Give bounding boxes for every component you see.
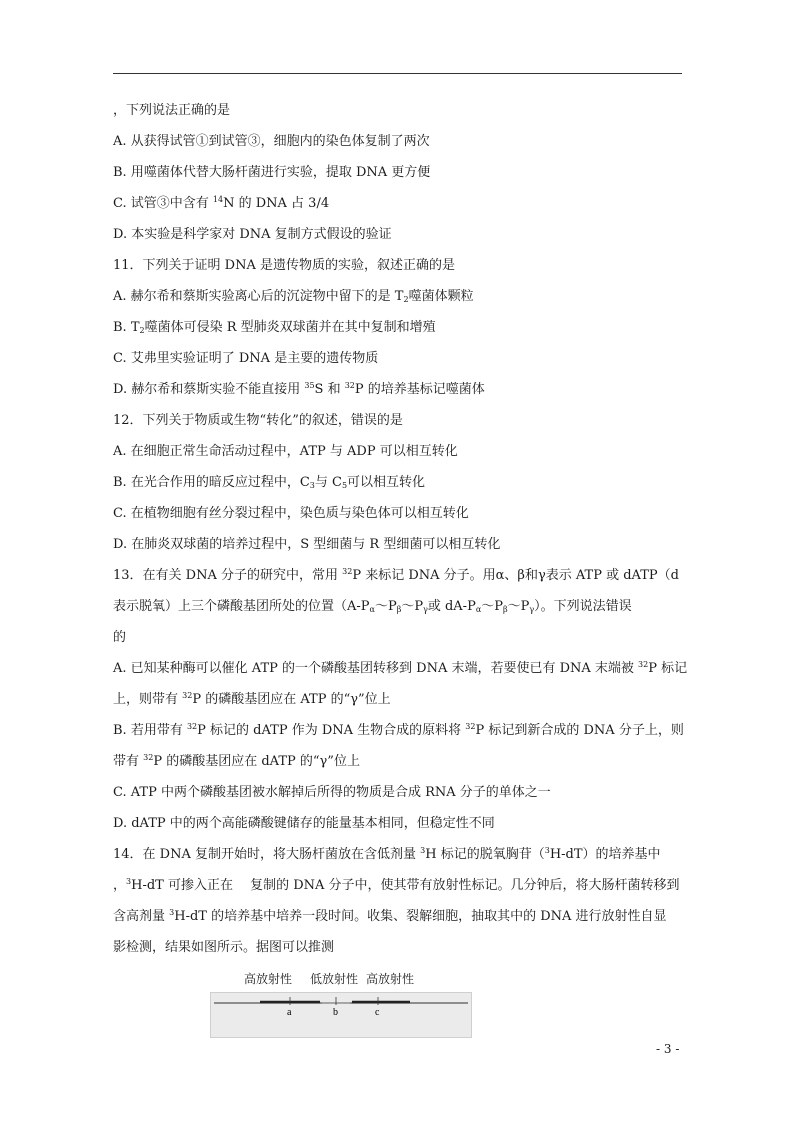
supscript-text: 32 <box>143 753 154 762</box>
text-run: ～P <box>374 599 397 614</box>
text-run: ～P <box>401 599 424 614</box>
supscript-text: 3 <box>544 846 550 855</box>
text-line <box>113 785 551 801</box>
text-run: 13．在有关 DNA 分子的研究中，常用 <box>113 568 343 583</box>
text-line <box>113 382 485 398</box>
supscript-text: 3 <box>169 908 175 917</box>
text-run: A. 已知某种酶可以催化 ATP 的一个磷酸基团转移到 DNA 末端，若要使已有 DNA 末端被 <box>113 661 639 676</box>
subscript-text: 3 <box>309 481 315 490</box>
text-line <box>113 351 378 367</box>
text-run: ，下列说法正确的是 <box>113 103 231 118</box>
text-run: 表示脱氧）上三个磷酸基团所处的位置（A-P <box>113 599 370 614</box>
text-run: D. 在肺炎双球菌的培养过程中，S 型细菌与 R 型细菌可以相互转化 <box>113 537 501 552</box>
figure-label-high-left: 高放射性 <box>244 972 293 986</box>
text-run: D. 本实验是科学家对 DNA 复制方式假设的验证 <box>113 227 392 242</box>
text-run: 或 dA-P <box>427 599 476 614</box>
supscript-text: 32 <box>186 722 198 731</box>
text-run: C. 艾弗里实验证明了 DNA 是主要的遗传物质 <box>113 351 379 366</box>
text-run: ～P <box>481 599 503 614</box>
dna-strand-graphic <box>210 997 472 1017</box>
text-line <box>113 103 230 119</box>
text-run: P 标记到新合成的 DNA 分子上，则 <box>475 723 684 738</box>
text-run: 含高剂量 <box>113 909 170 924</box>
text-run: B. 用噬菌体代替大肠杆菌进行实验，提取 DNA 更方便 <box>113 165 431 180</box>
text-line <box>113 568 679 584</box>
text-run: H-dT）的培养基中 <box>549 847 661 862</box>
subscript-text: 2 <box>403 295 409 304</box>
text-run: P 标记 <box>648 661 688 676</box>
text-run: 影检测，结果如图所示。据图可以推测 <box>113 940 335 955</box>
text-line <box>113 196 329 212</box>
text-run: N 的 DNA 占 3/4 <box>223 196 330 211</box>
text-run: 12．下列关于物质或生物“转化”的叙述，错误的是 <box>113 413 403 428</box>
supscript-text: 32 <box>465 722 476 731</box>
text-run: A. 赫尔希和蔡斯实验离心后的沉淀物中留下的是 T <box>113 289 404 304</box>
subscript-text: γ <box>529 605 535 614</box>
text-run: C. 试管③中含有 <box>113 196 213 211</box>
text-line <box>113 816 495 832</box>
text-run: P 的磷酸基团应在 dATP 的“γ”位上 <box>153 754 360 769</box>
text-line <box>113 847 661 863</box>
autoradiograph-figure <box>210 970 472 1040</box>
text-line <box>113 413 403 429</box>
text-line <box>113 289 474 305</box>
text-run: 带有 <box>113 754 144 769</box>
header-rule <box>113 73 682 74</box>
text-run: C. ATP 中两个磷酸基团被水解掉后所得的物质是合成 RNA 分子的单体之一 <box>113 785 551 800</box>
subscript-text: 2 <box>139 326 145 335</box>
text-run: S 和 <box>314 382 345 397</box>
text-run: B. 若用带有 <box>113 723 187 738</box>
supscript-text: 32 <box>342 567 353 576</box>
text-line <box>113 475 425 491</box>
text-line <box>113 599 632 615</box>
text-line <box>113 723 684 739</box>
text-run: ， <box>113 878 127 893</box>
text-run: 11．下列关于证明 DNA 是遗传物质的实验，叙述正确的是 <box>113 258 455 273</box>
text-run: 与 C <box>314 475 342 490</box>
text-run: P 的培养基标记噬菌体 <box>354 382 485 397</box>
text-line <box>113 165 430 181</box>
text-line <box>113 444 458 460</box>
text-run: D. 赫尔希和蔡斯实验不能直接用 <box>113 382 305 397</box>
text-run: 噬菌体颗粒 <box>408 289 474 304</box>
text-run: 噬菌体可侵染 R 型肺炎双球菌并在其中复制和增殖 <box>144 320 436 335</box>
text-line <box>113 227 392 243</box>
supscript-text: 3 <box>420 846 426 855</box>
text-line <box>113 754 360 770</box>
text-run: P 的磷酸基团应在 ATP 的“γ”位上 <box>192 692 391 707</box>
subscript-text: γ <box>423 605 428 614</box>
text-line <box>113 661 687 677</box>
text-run: ）。下列说法错误 <box>534 599 632 614</box>
figure-label-high-right: 高放射性 <box>366 972 415 986</box>
supscript-text: 3 <box>126 877 132 886</box>
text-run: 上，则带有 <box>113 692 183 707</box>
supscript-text: 32 <box>638 660 649 669</box>
text-run: P 标记的 dATP 作为 DNA 生物合成的原料将 <box>197 723 466 738</box>
text-line <box>113 692 391 708</box>
text-run: ～P <box>507 599 530 614</box>
text-line <box>113 320 436 336</box>
subscript-text: α <box>475 605 482 614</box>
text-line <box>113 506 469 522</box>
supscript-text: 14 <box>212 195 224 204</box>
text-line <box>113 258 455 274</box>
text-run: A. 从获得试管①到试管③，细胞内的染色体复制了两次 <box>113 134 430 149</box>
text-run: 的 <box>113 630 127 645</box>
figure-label-low: 低放射性 <box>310 972 359 986</box>
text-line <box>113 630 126 646</box>
text-run: A. 在细胞正常生命活动过程中，ATP 与 ADP 可以相互转化 <box>113 444 458 459</box>
text-line <box>113 134 430 150</box>
text-run: 可以相互转化 <box>347 475 426 490</box>
supscript-text: 32 <box>182 691 193 700</box>
text-run: D. dATP 中的两个高能磷酸键储存的能量基本相同，但稳定性不同 <box>113 816 495 831</box>
supscript-text: 35 <box>304 381 315 390</box>
subscript-text: β <box>502 605 508 614</box>
text-run: B. 在光合作用的暗反应过程中，C <box>113 475 310 490</box>
text-run: H 标记的脱氧胸苷（ <box>425 847 545 862</box>
text-run: C. 在植物细胞有丝分裂过程中，染色质与染色体可以相互转化 <box>113 506 469 521</box>
text-line <box>113 537 500 553</box>
text-line <box>113 909 667 925</box>
page-number: - 3 - <box>656 1042 680 1056</box>
point-label-b: b <box>333 1007 338 1017</box>
subscript-text: 5 <box>341 481 348 490</box>
text-run: B. T <box>113 320 140 335</box>
text-run: 14．在 DNA 复制开始时，将大肠杆菌放在含低剂量 <box>113 847 421 862</box>
text-line <box>113 940 334 956</box>
text-run: H-dT 可掺入正在 复制的 DNA 分子中，使其带有放射性标记。几分钟后，将大肠杆菌转移到 <box>131 878 680 893</box>
text-line <box>113 878 680 894</box>
point-label-a: a <box>287 1007 292 1017</box>
point-label-c: c <box>375 1007 380 1017</box>
supscript-text: 32 <box>344 381 355 390</box>
subscript-text: α <box>369 605 375 614</box>
text-run: H-dT 的培养基中培养一段时间。收集、裂解细胞，抽取其中的 DNA 进行放射性自显 <box>174 909 667 924</box>
text-run: P 来标记 DNA 分子。用α、β和γ表示 ATP 或 dATP（d <box>352 568 679 583</box>
subscript-text: β <box>396 605 402 614</box>
